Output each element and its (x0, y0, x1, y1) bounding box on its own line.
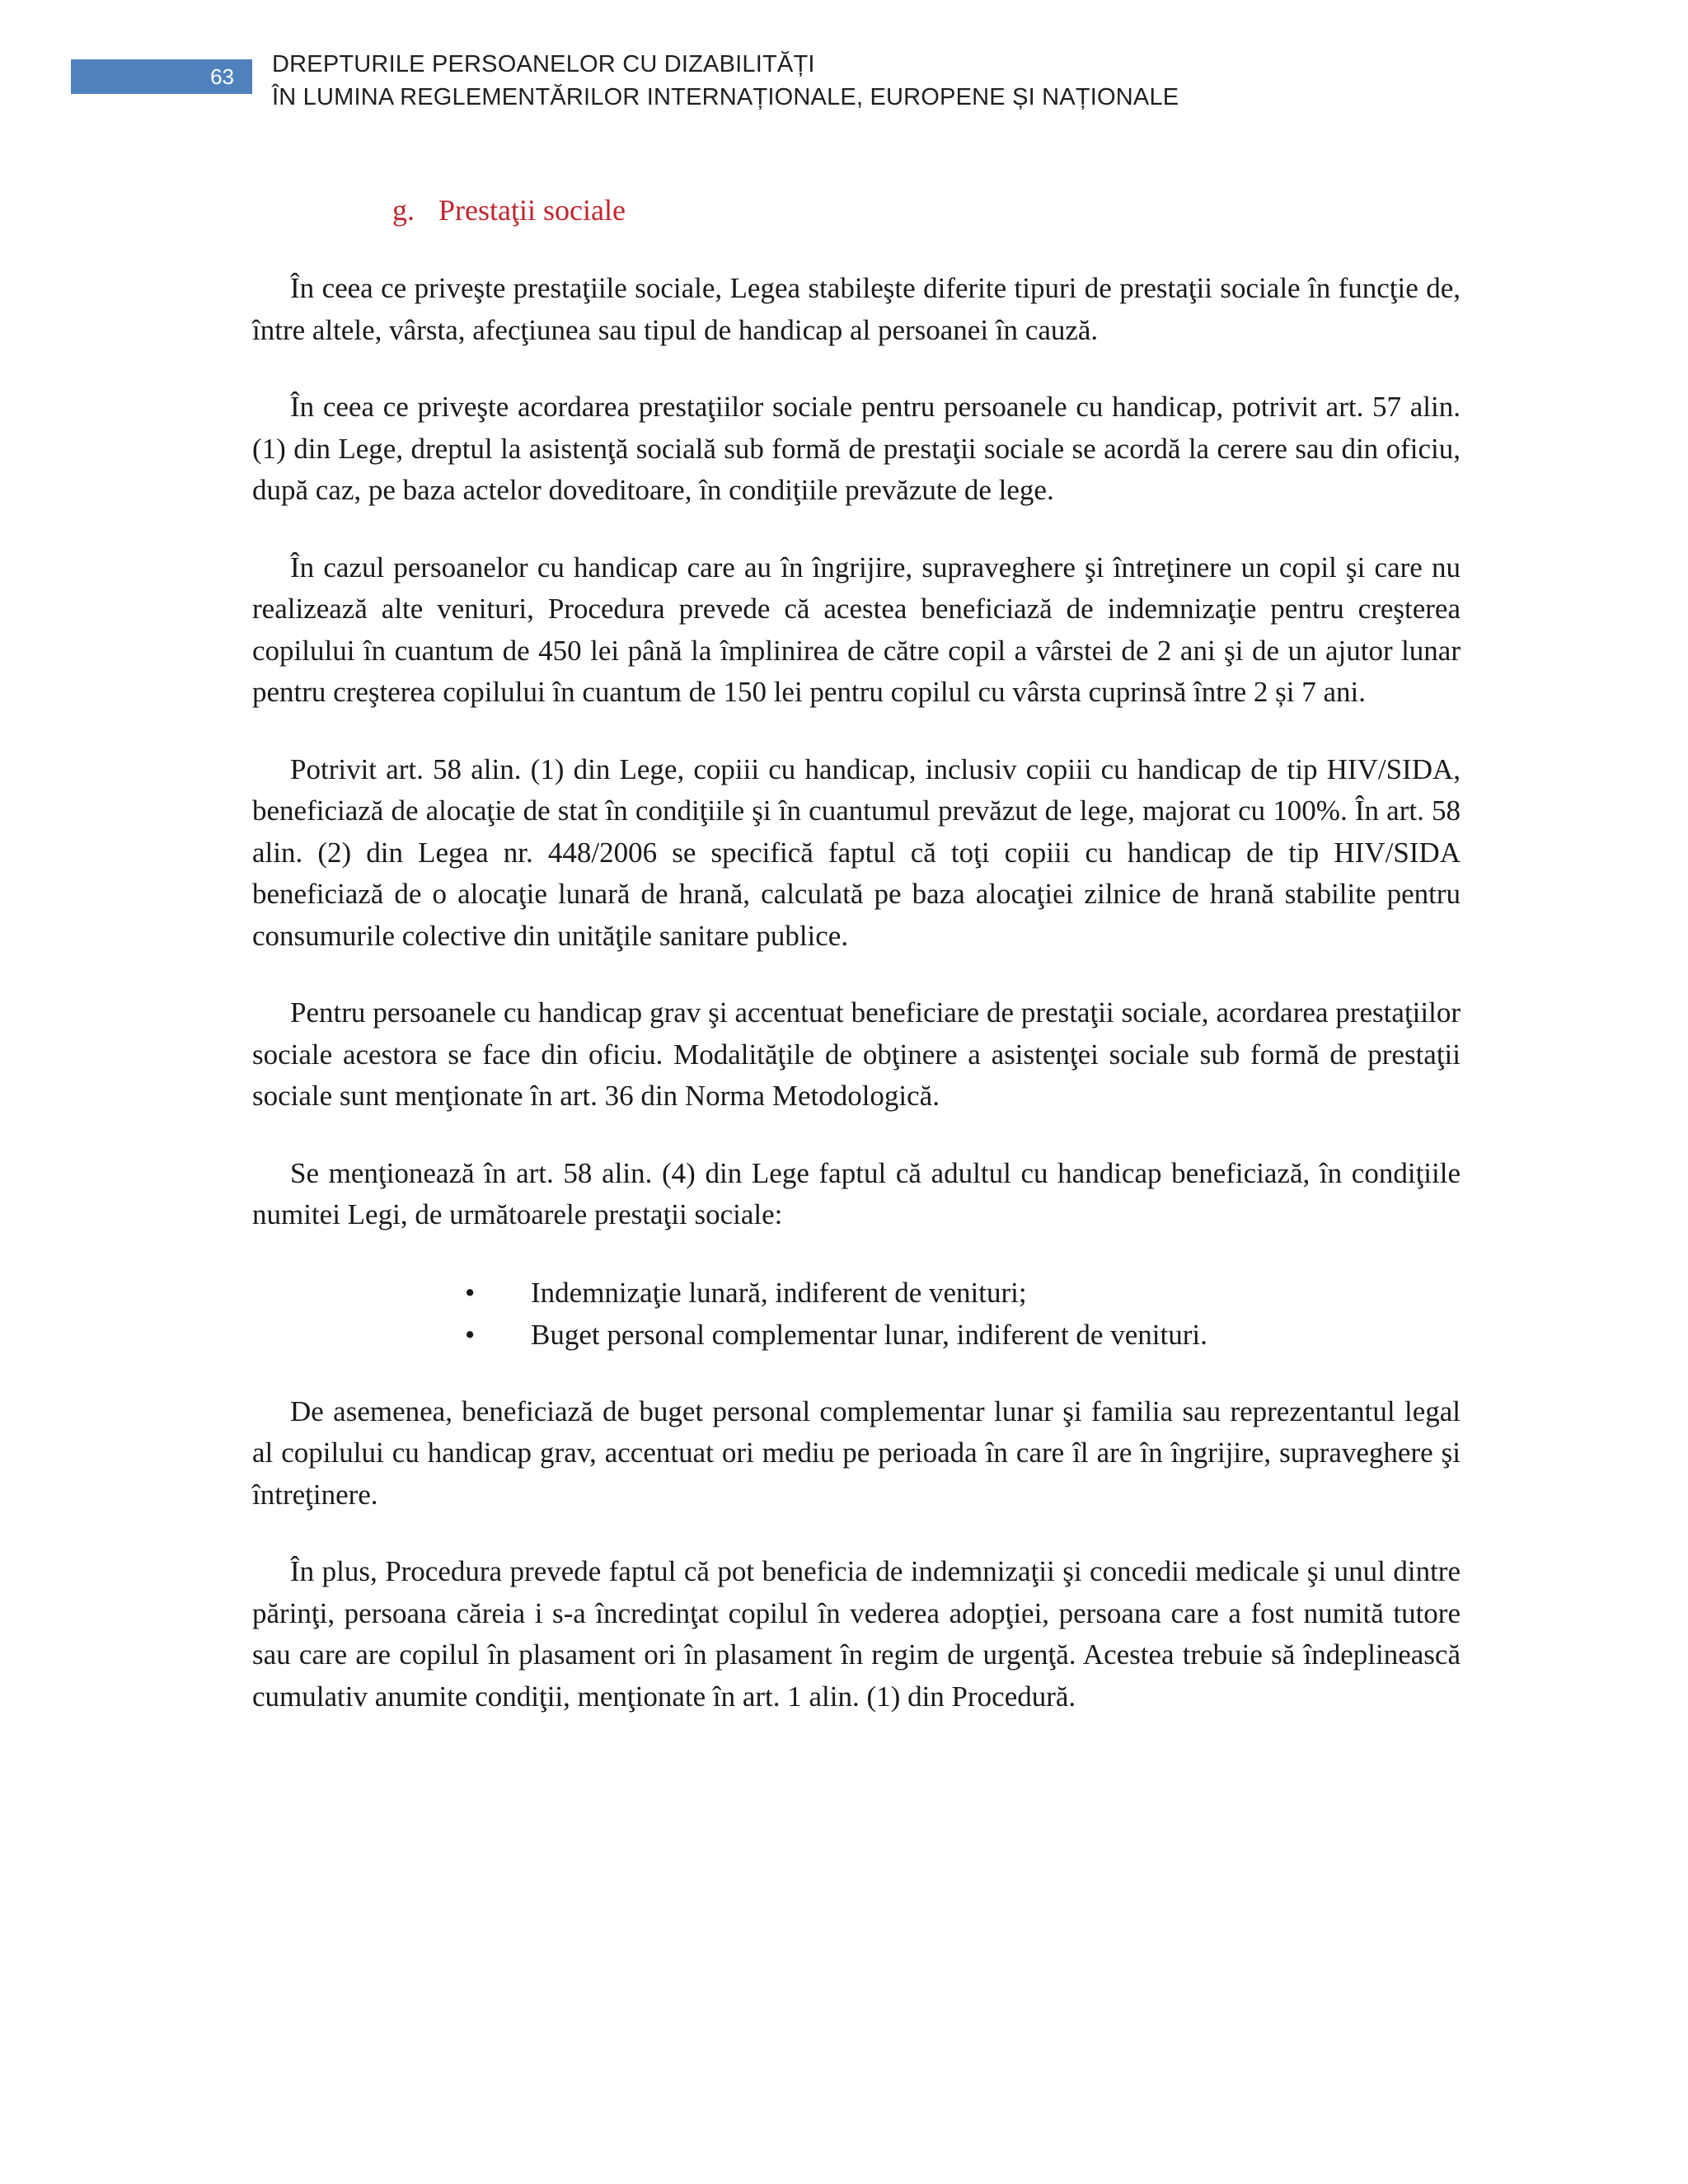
paragraph: În ceea ce priveşte prestaţiile sociale, Legea stabileşte diferite tipuri de prestaţii sociale în funcţie de, între altele, vârsta, afecţiunea sau tipul de handicap al persoanei în cauză. (252, 272, 1461, 346)
paragraph: În plus, Procedura prevede faptul că pot beneficia de indemnizaţii şi concedii medicale şi unul dintre părinţi, persoana căreia i s-a încredinţat copilul în vederea adopţiei, persoana care a fost numită tutore sau care are copilul în plasament ori în plasament în regim de urgenţă. Acestea trebuie să îndeplinească cumulativ anumite condiţii, menţionate în art. 1 alin. (1) din Procedură. (252, 1555, 1461, 1713)
bullet-icon: • (465, 1276, 476, 1309)
bullet-icon: • (465, 1318, 476, 1351)
paragraph: Pentru persoanele cu handicap grav şi accentuat beneficiare de prestaţii sociale, acordarea prestaţiilor sociale acestora se face din oficiu. Modalităţile de obţinere a asistenţei sociale sub formă de prestaţii sociale sunt menţionate în art. 36 din Norma Metodologică. (252, 996, 1461, 1112)
paragraph: În ceea ce priveşte acordarea prestaţiilor sociale pentru persoanele cu handicap, potrivit art. 57 alin. (1) din Lege, dreptul la asistenţă socială sub formă de prestaţii sociale se acordă la cerere sau din oficiu, după caz, pe baza actelor doveditoare, în condiţiile prevăzute de lege. (252, 391, 1461, 506)
running-header (272, 48, 1179, 114)
list-item-text: Indemnizaţie lunară, indiferent de venituri; (531, 1276, 1027, 1309)
section-heading (392, 190, 626, 231)
paragraph: În cazul persoanelor cu handicap care au în îngrijire, supraveghere şi întreţinere un copil şi care nu realizează alte venituri, Procedura prevede că acestea beneficiază de indemnizaţie pentru creşterea copilului în cuantum de 450 lei până la împlinirea de către copil a vârstei de 2 ani şi de un ajutor lunar pentru creşterea copilului în cuantum de 150 lei pentru copilul cu vârsta cuprinsă între 2 și 7 ani. (252, 551, 1461, 708)
running-header-line-1: DREPTURILE PERSOANELOR CU DIZABILITĂȚI (272, 51, 815, 77)
section-marker: g. (392, 194, 415, 227)
benefits-list (252, 1272, 1461, 1356)
body-text (252, 268, 1461, 1753)
paragraph: Se menţionează în art. 58 alin. (4) din Lege faptul că adultul cu handicap beneficiază, în condiţiile numitei Legi, de următoarele prestaţii sociale: (252, 1156, 1461, 1230)
list-item-text: Buget personal complementar lunar, indiferent de venituri. (531, 1318, 1207, 1351)
list-item (252, 1314, 1461, 1356)
section-title: Prestaţii sociale (438, 194, 626, 227)
page-number: 63 (71, 59, 252, 94)
list-item (252, 1272, 1461, 1314)
paragraph: Potrivit art. 58 alin. (1) din Lege, copiii cu handicap, inclusiv copiii cu handicap de tip HIV/SIDA, beneficiază de alocaţie de stat în condiţiile şi în cuantumul prevăzut de lege, majorat cu 100%. În art. 58 alin. (2) din Legea nr. 448/2006 se specifică faptul că toţi copiii cu handicap de tip HIV/SIDA beneficiază de o alocaţie lunară de hrană, calculată pe baza alocaţiei zilnice de hrană stabilite pentru consumurile colective din unităţile sanitare publice. (252, 752, 1461, 952)
paragraph: De asemenea, beneficiază de buget personal complementar lunar şi familia sau reprezentantul legal al copilului cu handicap grav, accentuat ori mediu pe perioada în care îl are în îngrijire, supraveghere şi întreţinere. (252, 1394, 1461, 1511)
running-header-line-2: ÎN LUMINA REGLEMENTĂRILOR INTERNAȚIONALE, EUROPENE ȘI NAȚIONALE (272, 84, 1179, 110)
